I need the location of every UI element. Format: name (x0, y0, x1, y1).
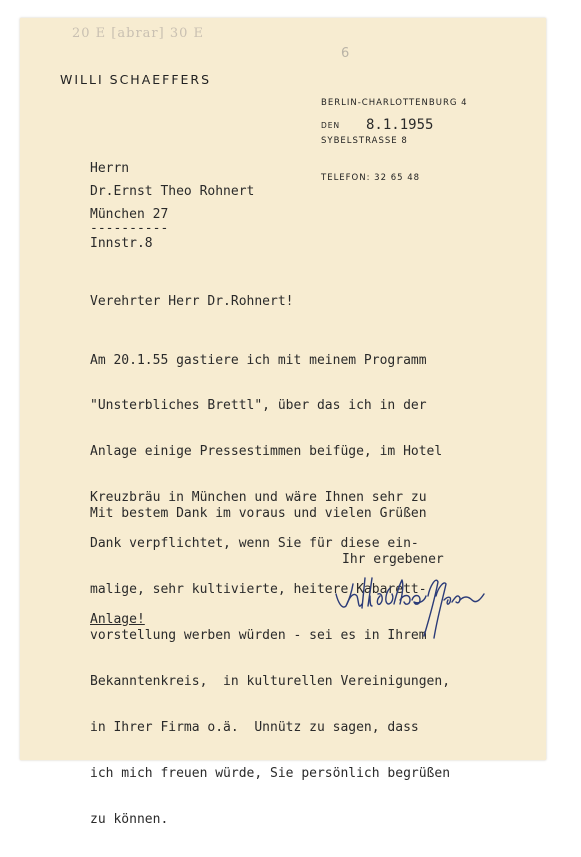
body-line: in Ihrer Firma o.ä. Unnütz zu sagen, dass (90, 719, 419, 735)
body-line: Am 20.1.55 gastiere ich mit meinem Programm (90, 352, 427, 368)
body-line: Kreuzbräu in München und wäre Ihnen sehr zu (90, 490, 427, 506)
pencil-archive-note: 20 E [abrar] 30 E (72, 26, 204, 41)
letterhead-address (321, 72, 468, 210)
letterhead-name: WILLI SCHAEFFERS (60, 72, 212, 87)
letter-page (20, 18, 546, 827)
address-phone: TELEFON: 32 65 48 (321, 173, 421, 183)
body-line: ich mich freuen würde, Sie persönlich begrüßen (90, 765, 451, 781)
body-line: Anlage einige Pressestimmen beifüge, im Hotel (90, 444, 443, 460)
address-city: BERLIN-CHARLOTTENBURG 4 (321, 98, 468, 108)
body-line: zu können. (90, 811, 169, 827)
pencil-page-mark: 6 (341, 46, 350, 61)
recipient-city-underline: ---------- (90, 221, 169, 236)
letter-date: 8.1.1955 (366, 117, 434, 133)
recipient-street: Innstr.8 (90, 236, 153, 251)
address-street: SYBELSTRASSE 8 (321, 135, 408, 146)
body-line: "Unsterbliches Brettl", über das ich in der (90, 398, 427, 414)
sign-off: Ihr ergebener (342, 552, 444, 567)
recipient-salutation: Herrn (90, 161, 130, 176)
greeting: Verehrter Herr Dr.Rohnert! (90, 294, 294, 309)
body-line: vorstellung werben würden - sei es in Ihrem (90, 627, 427, 643)
body-line: Bekanntenkreis, in kulturellen Vereinigungen, (90, 673, 451, 689)
enclosure-note: Anlage! (90, 612, 145, 627)
handwritten-signature (332, 566, 497, 644)
recipient-name: Dr.Ernst Theo Rohnert (90, 184, 255, 199)
body-line: Dank verpflichtet, wenn Sie für diese ein- (90, 536, 419, 552)
recipient-city: München 27 (90, 207, 169, 222)
date-label: DEN (321, 121, 341, 130)
body-line: malige, sehr kultivierte, heitere Kabarett- (90, 582, 427, 598)
closing-line: Mit bestem Dank im voraus und vielen Grüßen (90, 506, 427, 521)
